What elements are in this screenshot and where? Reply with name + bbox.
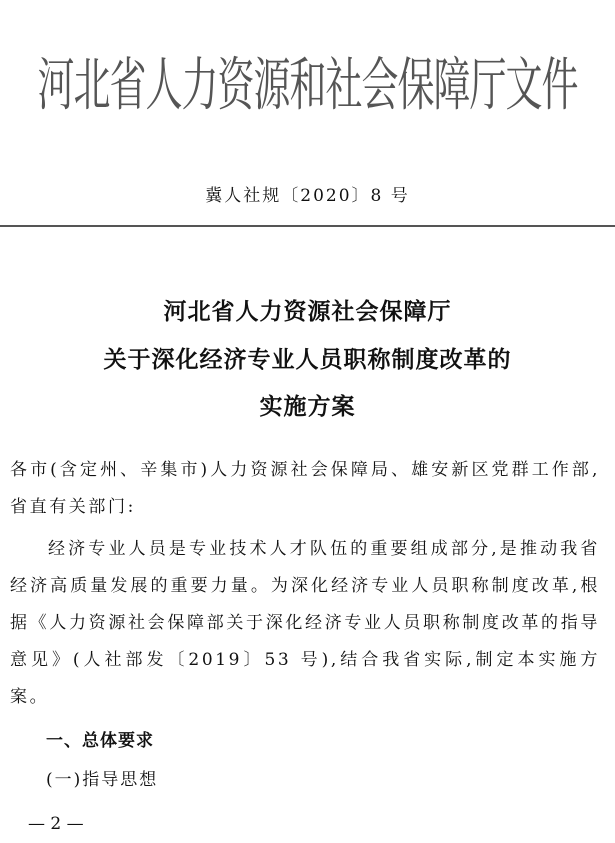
page-number: — 2 — <box>28 814 84 834</box>
section-heading: 一、总体要求 <box>46 731 154 751</box>
document-title-line-3: 实施方案 <box>259 393 356 420</box>
document-title-line-1: 河北省人力资源社会保障厅 <box>163 298 452 325</box>
subsection-heading: (一)指导思想 <box>46 770 159 790</box>
document-title-line-2: 关于深化经济专业人员职称制度改革的 <box>103 346 512 373</box>
header-divider <box>0 225 615 227</box>
issuer-header-title: 河北省人力资源和社会保障厅文件 <box>37 51 578 119</box>
intro-paragraph: 经济专业人员是专业技术人才队伍的重要组成部分,是推动我省经济高质量发展的重要力量。为深化经济专业人员职称制度改革,根据《人力资源社会保障部关于深化经济专业人员职称制度改革的指导意见》(人社部发〔2019〕53 号),结合我省实际,制定本实施方案。 <box>10 539 600 707</box>
document-number: 冀人社规〔2020〕8 号 <box>205 186 410 206</box>
addressee-paragraph: 各市(含定州、辛集市)人力资源社会保障局、雄安新区党群工作部,省直有关部门: <box>10 460 600 517</box>
